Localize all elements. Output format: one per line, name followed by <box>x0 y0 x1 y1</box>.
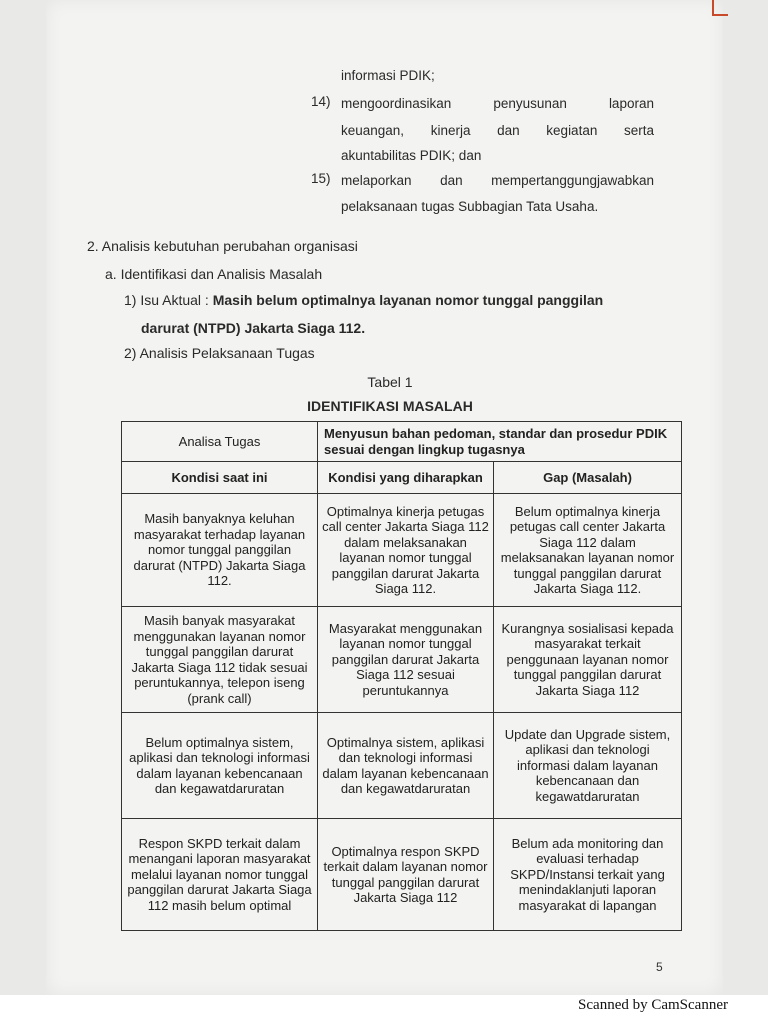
table-header-row <box>122 462 682 494</box>
isu-aktual-text: Masih belum optimalnya layanan nomor tunggal panggilan <box>212 292 604 308</box>
table-row <box>122 422 682 462</box>
word: keuangan, <box>341 123 405 138</box>
table-cell: Optimalnya sistem, aplikasi dan teknologi informasi dalam layanan kebencanaan dan kegawatdaruratan <box>318 713 494 819</box>
table-row <box>122 494 682 607</box>
table-row <box>122 819 682 931</box>
item-15-line-1 <box>341 173 654 188</box>
table-cell: Belum optimalnya sistem, aplikasi dan teknologi informasi dalam layanan kebencanaan dan kegawatdaruratan <box>122 713 318 819</box>
table-cell: Update dan Upgrade sistem, aplikasi dan teknologi informasi dalam layanan kebencanaan dan kegawatdaruratan <box>494 713 682 819</box>
page-number: 5 <box>656 960 663 974</box>
table-cell: Masih banyaknya keluhan masyarakat terhadap layanan nomor tunggal panggilan darurat (NTPD) Jakarta Siaga 112. <box>122 494 318 607</box>
word: melaporkan <box>341 173 412 188</box>
analisa-text-cell: Menyusun bahan pedoman, standar dan prosedur PDIK sesuai dengan lingkup tugasnya <box>318 422 682 462</box>
analisa-label-cell: Analisa Tugas <box>122 422 318 462</box>
table-cell: Belum ada monitoring dan evaluasi terhadap SKPD/Instansi terkait yang menindaklanjuti laporan masyarakat di lapangan <box>494 819 682 931</box>
table-cell: Masih banyak masyarakat menggunakan layanan nomor tunggal panggilan darurat Jakarta Siaga 112 tidak sesuai peruntukannya, telepon iseng (prank call) <box>122 607 318 713</box>
item-14-line-2 <box>341 123 654 138</box>
item-14-number: 14) <box>311 94 331 109</box>
item-15-line-2: pelaksanaan tugas Subbagian Tata Usaha. <box>341 199 599 214</box>
table-cell: Kurangnya sosialisasi kepada masyarakat terkait penggunaan layanan nomor tunggal panggilan darurat Jakarta Siaga 112 <box>494 607 682 713</box>
column-header: Kondisi saat ini <box>122 462 318 494</box>
table-row <box>122 713 682 819</box>
subsection-heading: a. Identifikasi dan Analisis Masalah <box>105 266 323 282</box>
table-cell: Optimalnya respon SKPD terkait dalam layanan nomor tunggal panggilan darurat Jakarta Siaga 112 <box>318 819 494 931</box>
analisis-pelaksanaan: 2) Analisis Pelaksanaan Tugas <box>124 345 315 361</box>
item-15-number: 15) <box>311 171 331 186</box>
item-14-line-3: akuntabilitas PDIK; dan <box>341 148 482 163</box>
word: kinerja <box>430 123 471 138</box>
word: mempertanggungjawabkan <box>491 173 654 188</box>
word: penyusunan <box>493 96 567 111</box>
word: dan <box>440 173 463 188</box>
scanner-watermark: Scanned by CamScanner <box>578 997 728 1013</box>
table-row <box>122 607 682 713</box>
word: serta <box>623 123 654 138</box>
item-14-line-1 <box>341 96 654 111</box>
table-caption: Tabel 1 <box>367 374 413 390</box>
table-cell: Respon SKPD terkait dalam menangani laporan masyarakat melalui layanan nomor tunggal panggilan darurat Jakarta Siaga 112 masih belum optimal <box>122 819 318 931</box>
word: dan <box>497 123 520 138</box>
word: laporan <box>608 96 654 111</box>
table-cell: Masyarakat menggunakan layanan nomor tunggal panggilan darurat Jakarta Siaga 112 sesuai peruntukannya <box>318 607 494 713</box>
isu-aktual <box>124 292 603 308</box>
word: kegiatan <box>546 123 598 138</box>
column-header: Kondisi yang diharapkan <box>318 462 494 494</box>
isu-aktual-text-continued: darurat (NTPD) Jakarta Siaga 112. <box>141 320 366 336</box>
continuation-line: informasi PDIK; <box>341 68 435 83</box>
problem-table <box>121 421 682 931</box>
table-title: IDENTIFIKASI MASALAH <box>307 398 473 414</box>
section-heading: 2. Analisis kebutuhan perubahan organisasi <box>87 238 358 254</box>
table-cell: Belum optimalnya kinerja petugas call center Jakarta Siaga 112 dalam melaksanakan layanan nomor tunggal panggilan darurat Jakarta Siaga 112. <box>494 494 682 607</box>
table-cell: Optimalnya kinerja petugas call center Jakarta Siaga 112 dalam melaksanakan layanan nomor tunggal panggilan darurat Jakarta Siaga 112. <box>318 494 494 607</box>
word: mengoordinasikan <box>341 96 452 111</box>
isu-aktual-label: 1) Isu Aktual : <box>124 292 209 308</box>
column-header: Gap (Masalah) <box>494 462 682 494</box>
